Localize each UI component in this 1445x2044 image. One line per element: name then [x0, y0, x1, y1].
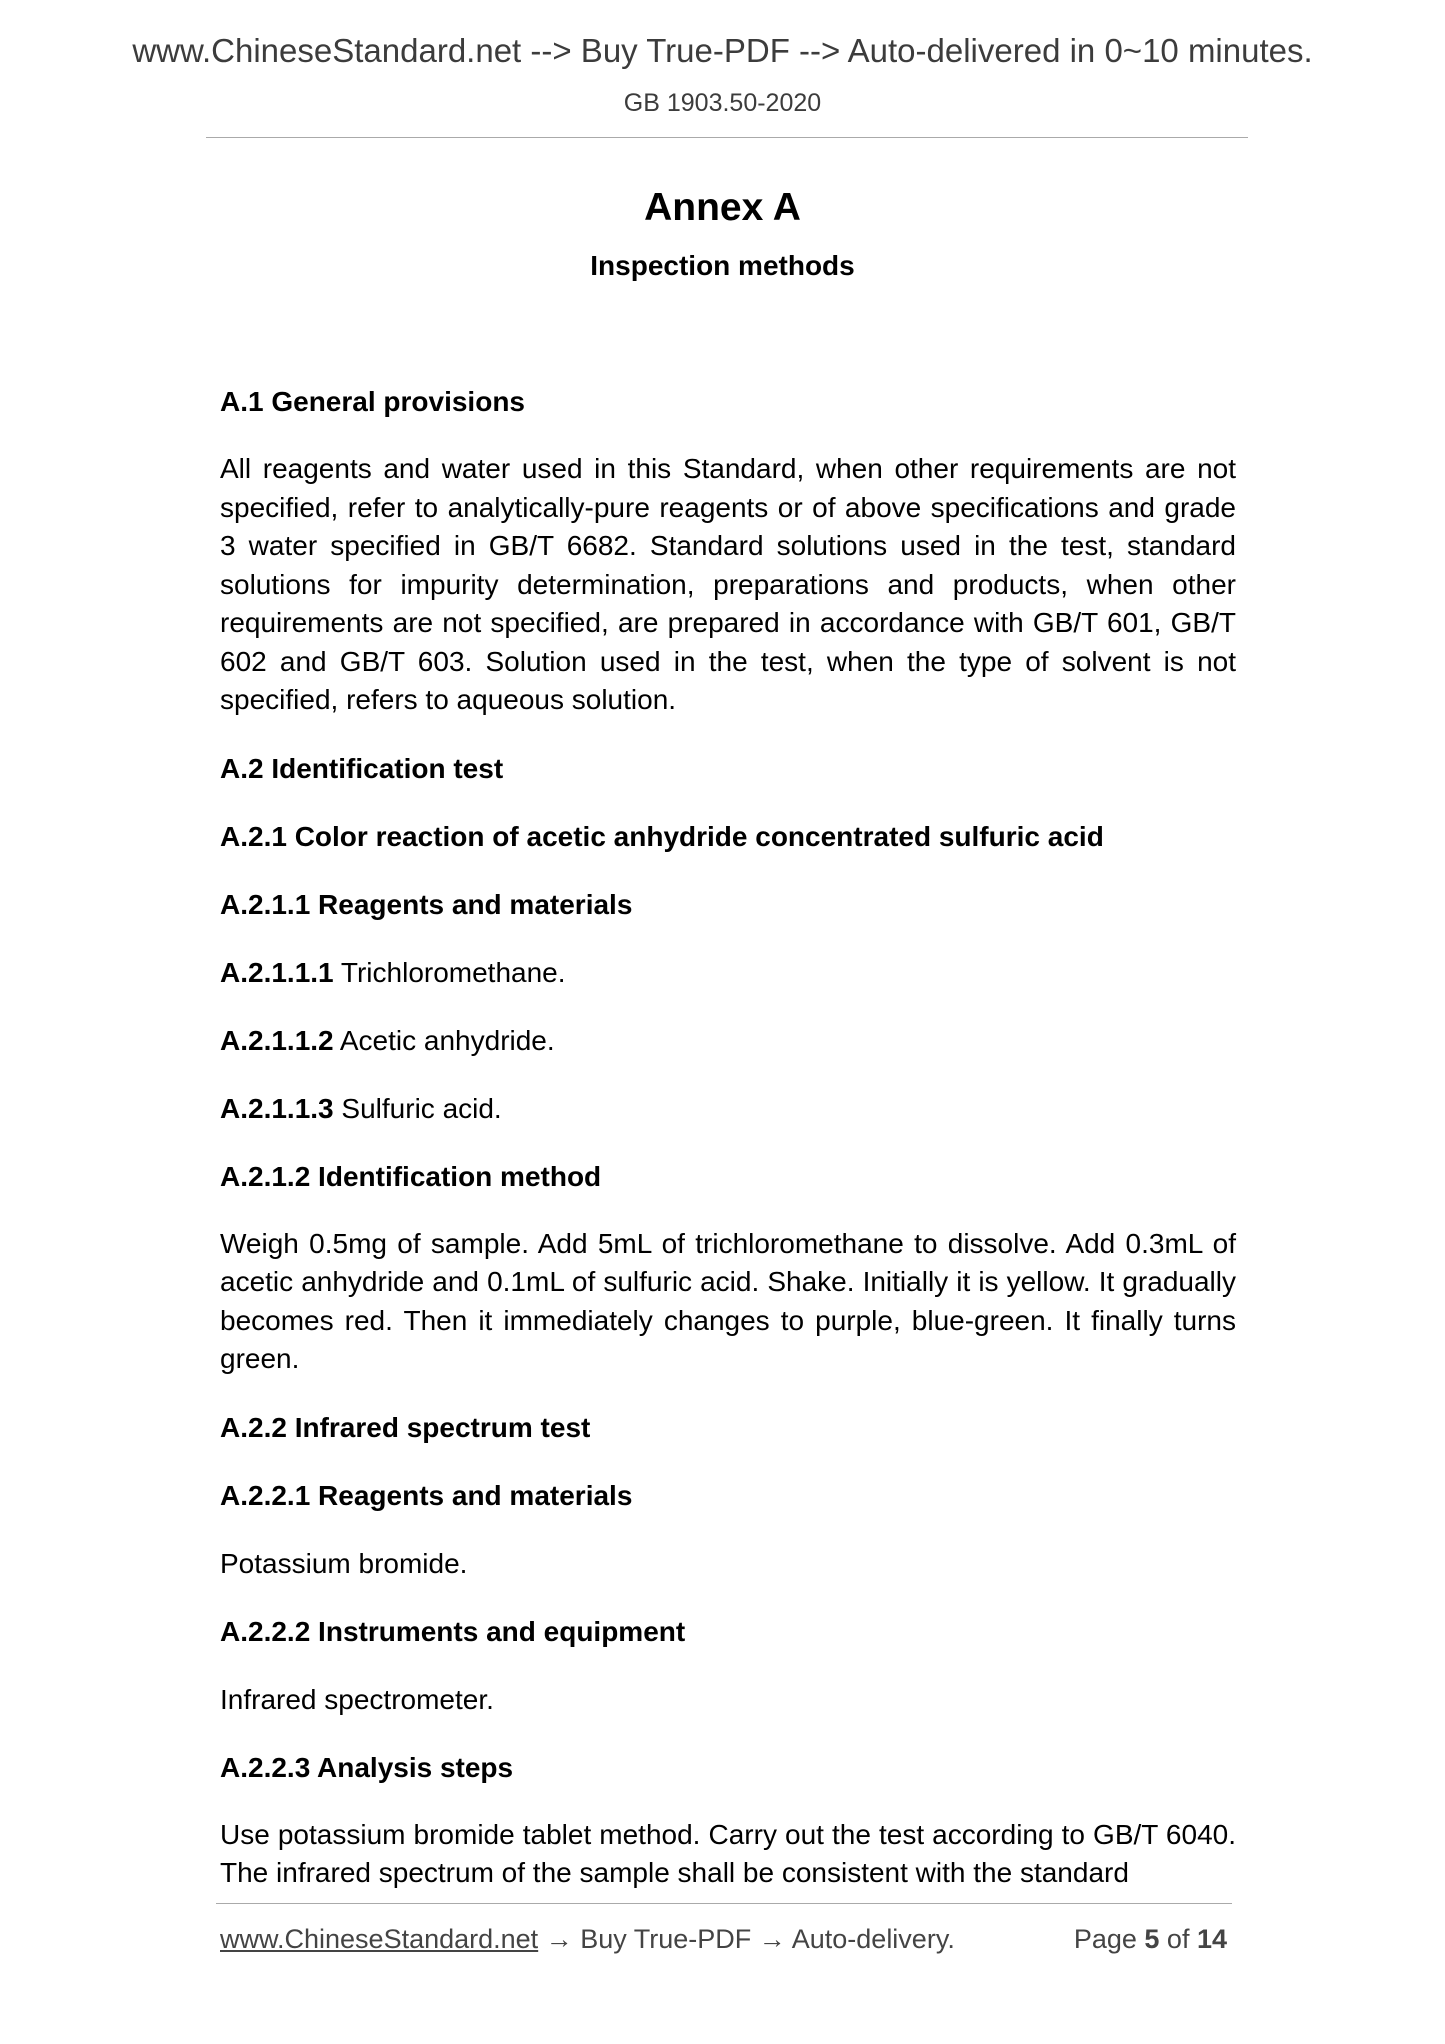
heading-a211: A.2.1.1 Reagents and materials [220, 888, 633, 920]
heading-a1: A.1 General provisions [220, 386, 525, 417]
standard-code: GB 1903.50-2020 [623, 89, 822, 117]
paragraph-a222: Infrared spectrometer. [220, 1683, 494, 1715]
heading-a221: A.2.2.1 Reagents and materials [220, 1479, 633, 1511]
page-footer [220, 1924, 1236, 1955]
site-banner: www.ChineseStandard.net --> Buy True-PDF --> Auto-delivered in 0~10 minutes. [132, 32, 1313, 69]
annex-subtitle: Inspection methods [590, 250, 855, 281]
heading-a2: A.2 Identification test [220, 752, 504, 784]
item-number: A.2.1.1.3 [220, 1092, 334, 1124]
paragraph-a212: Weigh 0.5mg of sample. Add 5mL of trichloromethane to dissolve. Add 0.3mL of acetic anhydride and 0.1mL of sulfuric acid. Shake. Initially it is yellow. It gradually becomes red. Then it immediately changes to purple, blue-green. It finally turns green. [220, 1227, 1236, 1374]
page-label: Page [1073, 1924, 1145, 1954]
page-indicator [1074, 1924, 1227, 1955]
footer-link[interactable]: www.ChineseStandard.net [220, 1924, 539, 1954]
heading-a223: A.2.2.3 Analysis steps [220, 1751, 514, 1783]
footer-divider [216, 1903, 1232, 1904]
paragraph-a223: Use potassium bromide tablet method. Carry out the test according to GB/T 6040. The infrared spectrum of the sample shall be consistent with the standard [220, 1818, 1236, 1888]
list-item [220, 954, 1236, 992]
item-text: Acetic anhydride. [333, 1024, 555, 1056]
of-label: of [1159, 1924, 1197, 1954]
paragraph-a221: Potassium bromide. [220, 1547, 468, 1579]
item-text: Sulfuric acid. [333, 1092, 502, 1124]
heading-a21: A.2.1 Color reaction of acetic anhydride concentrated sulfuric acid [220, 820, 1104, 852]
annex-title: Annex A [644, 186, 801, 229]
footer-tagline: → Buy True-PDF → Auto-delivery. [538, 1924, 955, 1954]
paragraph-a1: All reagents and water used in this Standard, when other requirements are not specified, refer to analytically-pure reagents or of above specifications and grade 3 water specified in GB/T 6682. Standard solutions used in the test, standard solutions for impurity determination, preparations and products, when other requirements are not specified, are prepared in accordance with GB/T 601, GB/T 602 and GB/T 603. Solution used in the test, when the type of solvent is not specified, refers to aqueous solution. [220, 453, 1236, 715]
heading-a22: A.2.2 Infrared spectrum test [220, 1411, 591, 1443]
document-body [220, 383, 1236, 1893]
page-number: 5 [1144, 1924, 1160, 1954]
list-item [220, 1022, 1236, 1060]
item-number: A.2.1.1.1 [220, 956, 334, 988]
heading-a222: A.2.2.2 Instruments and equipment [220, 1615, 686, 1647]
item-text: Trichloromethane. [333, 956, 566, 988]
list-item [220, 1090, 1236, 1128]
heading-a212: A.2.1.2 Identification method [220, 1160, 602, 1192]
page-total: 14 [1196, 1924, 1227, 1954]
header-divider [206, 137, 1248, 138]
item-number: A.2.1.1.2 [220, 1024, 334, 1056]
